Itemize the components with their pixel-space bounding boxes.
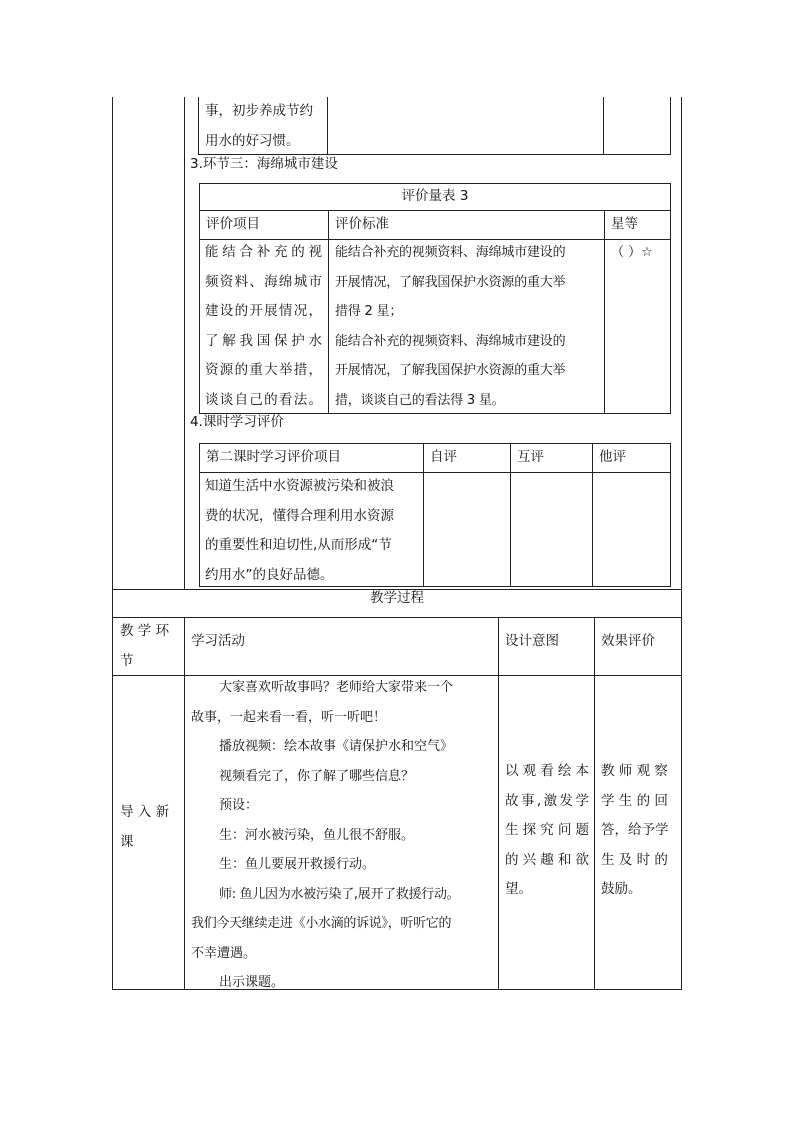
lesson-eval-header-other: 他评 bbox=[599, 449, 626, 465]
rubric-stars-value: （ ）☆ bbox=[611, 245, 653, 260]
inner-column-left bbox=[184, 97, 185, 589]
rubric-header-criteria: 评价标准 bbox=[335, 216, 389, 232]
lesson-eval-header-peer: 互评 bbox=[517, 449, 544, 465]
process-col-2 bbox=[498, 617, 499, 990]
lesson-eval-col-3 bbox=[592, 443, 593, 587]
lesson-eval-header-item: 第二课时学习评价项目 bbox=[206, 449, 341, 465]
rubric-col-line-1 bbox=[328, 210, 329, 414]
process-intent-text: 以观看绘本 故事,激发学 生探究问题 的兴趣和欲 望。 bbox=[505, 763, 589, 897]
section4-heading: 4.课时学习评价 bbox=[190, 414, 284, 430]
lesson-eval-header-self: 自评 bbox=[430, 449, 457, 465]
process-header-activity: 学习活动 bbox=[191, 633, 245, 649]
rubric-header-stars: 星等 bbox=[611, 216, 638, 232]
rubric-header-item: 评价项目 bbox=[206, 216, 260, 232]
outer-border-right bbox=[681, 97, 682, 990]
process-effect-text: 教 师 观 察 学 生 的 回 答，给予学 生 及 时 的 鼓励。 bbox=[601, 763, 669, 897]
process-stage-text: 导 入 新 课 bbox=[120, 804, 170, 850]
rubric-col-line-2 bbox=[604, 210, 605, 414]
lesson-eval-col-2 bbox=[510, 443, 511, 587]
lesson-eval-col-1 bbox=[423, 443, 424, 587]
process-title: 教学过程 bbox=[370, 590, 424, 606]
rubric-criteria-text: 能结合补充的视频资料、海绵城市建设的 开展情况，了解我国保护水资源的重大举 措得 2 星； 能结合补充的视频资料、海绵城市建设的 开展情况，了解我国保护水资源的重大举 措，谈谈自己的看法得 3 星。 bbox=[335, 245, 566, 408]
lesson-eval-item-text: 知道生活中水资源被污染和被浪 费的状况，懂得合理利用水资源 的重要性和迫切性,从而形成“节 约用水”的良好品德。 bbox=[205, 478, 394, 583]
rubric-title: 评价量表 3 bbox=[401, 188, 469, 204]
outer-border-left bbox=[112, 97, 113, 990]
process-header-intent: 设计意图 bbox=[505, 633, 559, 649]
process-activity-text: 大家喜欢听故事吗？老师给大家带来一个 故事，一起来看一看，听一听吧！ 播放视频：绘本故事《请保护水和空气》 视频看完了，你了解了哪些信息？ 预设： 生：河水被污染，鱼儿很不舒服。 生：鱼儿要展开救援行动。 师: 鱼儿因为水被污染了,展开了救援行动。 我们今天继续走进《小水滴的诉说》，听听它的 不幸遭遇。 出示课题。 bbox=[191, 680, 460, 990]
top-table-divider-1 bbox=[327, 97, 328, 155]
top-table-text: 事，初步养成节约 用水的好习惯。 bbox=[205, 103, 313, 149]
process-header-effect: 效果评价 bbox=[601, 633, 655, 649]
top-table-divider-2 bbox=[603, 97, 604, 155]
process-col-3 bbox=[594, 617, 595, 990]
process-col-1 bbox=[184, 617, 185, 990]
rubric-item-text: 能结合补充的视 频资料、海绵城市 建设的开展情况， 了解我国保护水 资源的重大举措， 谈谈自己的看法。 bbox=[205, 244, 322, 408]
section3-heading: 3.环节三：海绵城市建设 bbox=[190, 156, 338, 172]
process-title-line bbox=[112, 617, 682, 618]
process-header-stage: 教 学 环 节 bbox=[120, 623, 170, 669]
